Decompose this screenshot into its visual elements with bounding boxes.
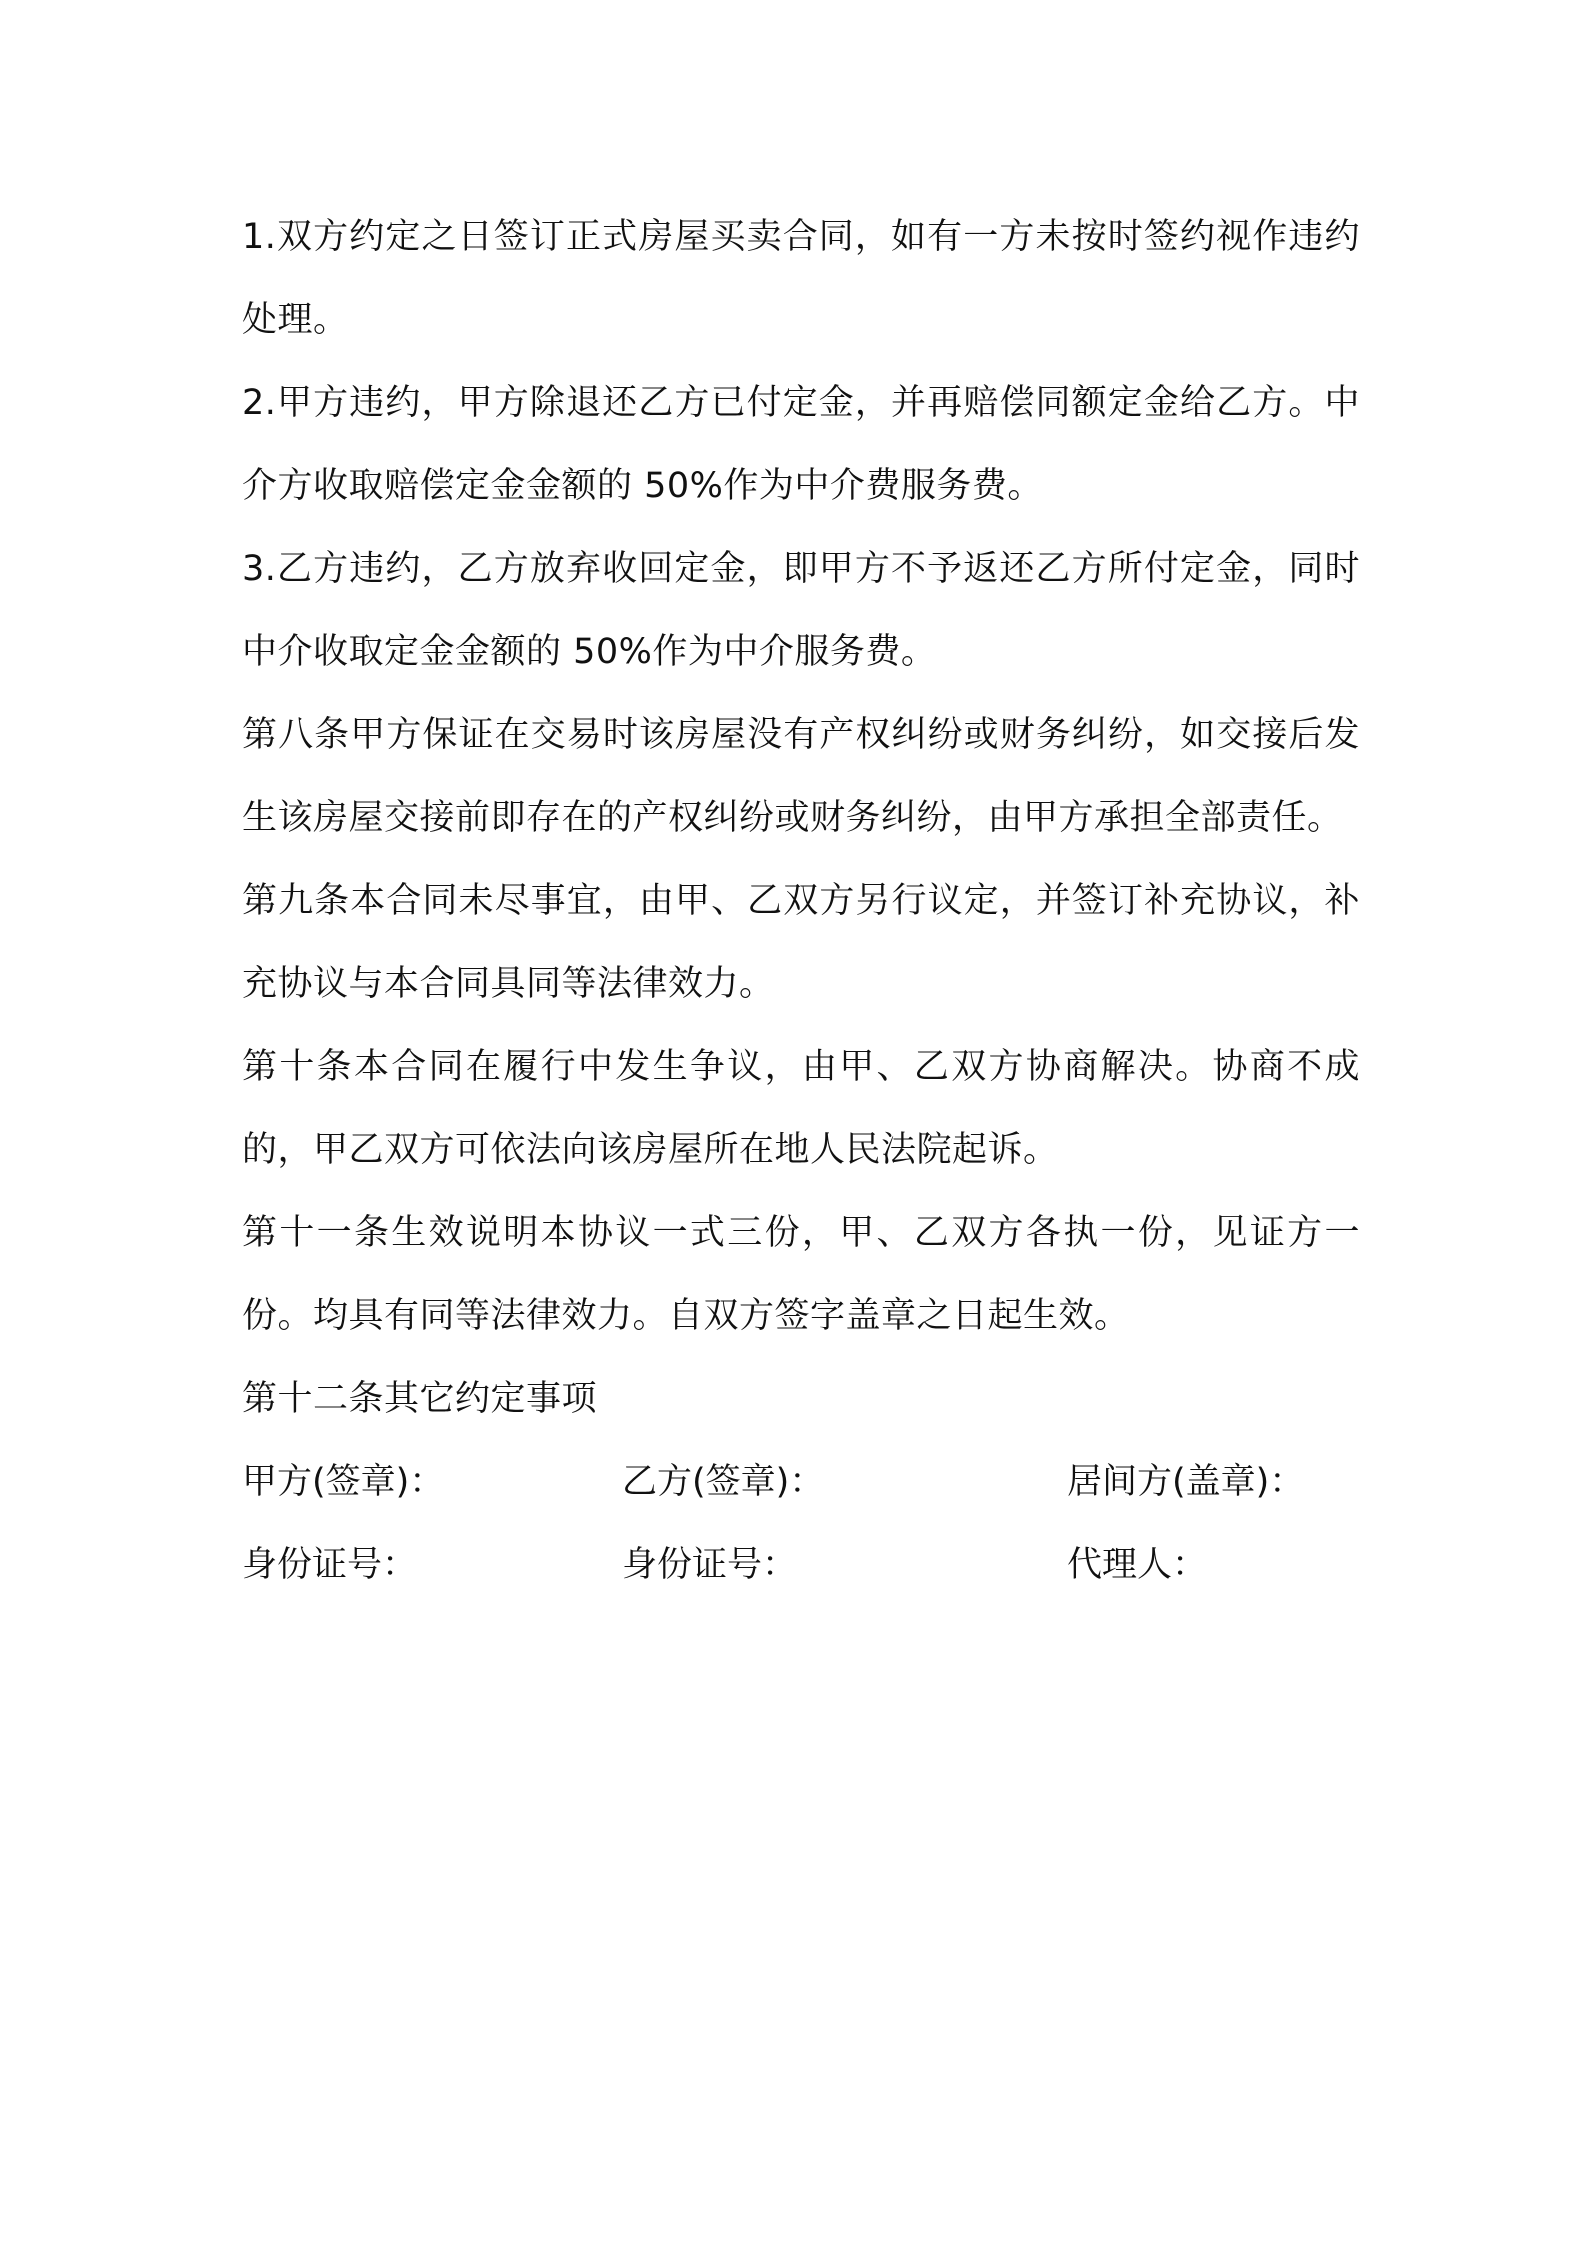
party-b-id-label: 身份证号：	[622, 1545, 798, 1585]
clause-3: 3.乙方违约，乙方放弃收回定金，即甲方不予返还乙方所付定金，同时中介收取定金金额的 50%作为中介服务费。	[242, 549, 1360, 672]
signature-row	[242, 1441, 1360, 1524]
id-row	[242, 1524, 1360, 1607]
article-8: 第八条甲方保证在交易时该房屋没有产权纠纷或财务纠纷，如交接后发生该房屋交接前即存在的产权纠纷或财务纠纷，由甲方承担全部责任。	[242, 715, 1360, 838]
article-12: 第十二条其它约定事项	[242, 1379, 598, 1419]
intermediary-seal-label: 居间方(盖章)：	[1067, 1462, 1305, 1502]
party-a-signature-label: 甲方(签章)：	[242, 1462, 445, 1502]
article-11: 第十一条生效说明本协议一式三份，甲、乙双方各执一份，见证方一份。均具有同等法律效力。自双方签字盖章之日起生效。	[242, 1213, 1360, 1336]
article-9: 第九条本合同未尽事宜，由甲、乙双方另行议定，并签订补充协议，补充协议与本合同具同等法律效力。	[242, 881, 1360, 1004]
document-body	[242, 196, 1360, 1607]
clause-2: 2.甲方违约，甲方除退还乙方已付定金，并再赔偿同额定金给乙方。中介方收取赔偿定金金额的 50%作为中介费服务费。	[242, 383, 1360, 506]
article-10: 第十条本合同在履行中发生争议，由甲、乙双方协商解决。协商不成的，甲乙双方可依法向该房屋所在地人民法院起诉。	[242, 1047, 1360, 1170]
agent-label: 代理人：	[1067, 1545, 1208, 1585]
clause-1: 1.双方约定之日签订正式房屋买卖合同，如有一方未按时签约视作违约处理。	[242, 217, 1360, 340]
party-a-id-label: 身份证号：	[242, 1545, 418, 1585]
party-b-signature-label: 乙方(签章)：	[622, 1462, 825, 1502]
